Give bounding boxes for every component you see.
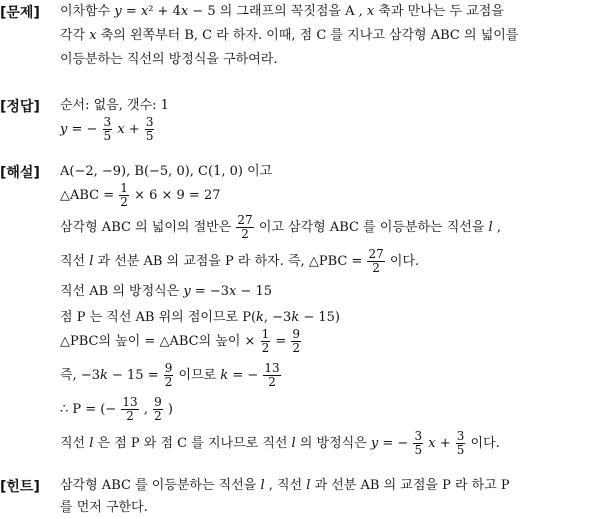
fraction: $\frac{27}{2}$ <box>237 213 253 241</box>
fraction: $\frac{3}{5}$ <box>414 429 423 457</box>
answer-meta: 순서: 없음, 갯수: 1 <box>60 98 169 113</box>
fraction: $\frac{27}{2}$ <box>368 247 384 275</box>
problem-line-3: 이등분하는 직선의 방정식을 구하여라. <box>60 52 278 67</box>
explanation-line-10: 직선 𝑙 은 점 P 와 점 C 를 지나므로 직선 𝑙 의 방정식은 𝑦 = − $\frac{3}{5}$ 𝑥 + $\frac{3}{5}$ 이다. <box>60 429 500 457</box>
fraction: $\frac{3}{5}$ <box>456 429 465 457</box>
explanation-line-8: 즉, −3𝑘 − 15 = $\frac{9}{2}$ 이므로 𝑘 = − $\frac{13}{2}$ <box>60 361 280 389</box>
explanation-line-7: △PBC의 높이 = △ABC의 높이 × $\frac{1}{2}$ = $\frac{9}{2}$ <box>60 327 301 355</box>
explanation-line-5: 직선 AB 의 방정식은 𝑦 = −3𝑥 − 15 <box>60 284 273 299</box>
explanation-line-9: ∴ P = (− $\frac{13}{2}$ , $\frac{9}{2}$ ) <box>60 395 173 423</box>
explanation-line-2: △ABC = $\frac{1}{2}$ × 6 × 9 = 27 <box>60 181 221 209</box>
explanation-line-1: A(−2, −9), B(−5, 0), C(1, 0) 이고 <box>60 164 273 179</box>
fraction: $\frac{3}{5}$ <box>145 115 154 143</box>
fraction: $\frac{9}{2}$ <box>164 361 173 389</box>
answer-tag: [정답] <box>0 99 40 115</box>
fraction: $\frac{1}{2}$ <box>261 327 270 355</box>
fraction: $\frac{13}{2}$ <box>264 361 280 389</box>
fraction: $\frac{1}{2}$ <box>120 181 128 209</box>
answer-equation: 𝑦 = − $\frac{3}{5}$ 𝑥 + $\frac{3}{5}$ <box>60 115 154 143</box>
hint-line-1: 삼각형 ABC 를 이등분하는 직선을 𝑙 , 직선 𝑙 과 선분 AB 의 교점을 P 라 하고 P <box>60 478 510 493</box>
explanation-line-3: 삼각형 ABC 의 넓이의 절반은 $\frac{27}{2}$ 이고 삼각형 ABC 를 이등분하는 직선을 𝑙 , <box>60 213 501 241</box>
fraction: $\frac{9}{2}$ <box>154 395 162 423</box>
problem-line-2: 각각 𝑥 축의 왼쪽부터 B, C 라 하자. 이때, 점 C 를 지나고 삼각형 ABC 의 넓이를 <box>60 28 519 43</box>
problem-line-1: 이차함수 𝑦 = 𝑥² + 4𝑥 − 5 의 그래프의 꼭짓점을 A , 𝑥 축과 만나는 두 교점을 <box>60 4 504 19</box>
explanation-line-4: 직선 𝑙 과 선분 AB 의 교점을 P 라 하자. 즉, △PBC = $\frac{27}{2}$ 이다. <box>60 247 420 275</box>
fraction: $\frac{13}{2}$ <box>122 395 138 423</box>
fraction: $\frac{3}{5}$ <box>103 115 112 143</box>
fraction: $\frac{9}{2}$ <box>292 327 301 355</box>
hint-line-2: 를 먼저 구한다. <box>60 500 148 515</box>
explanation-line-6: 점 P 는 직선 AB 위의 점이므로 P(𝑘, −3𝑘 − 15) <box>60 310 340 325</box>
hint-tag: [힌트] <box>0 479 40 495</box>
problem-tag: [문제] <box>0 5 40 21</box>
explanation-tag: [해설] <box>0 165 40 181</box>
